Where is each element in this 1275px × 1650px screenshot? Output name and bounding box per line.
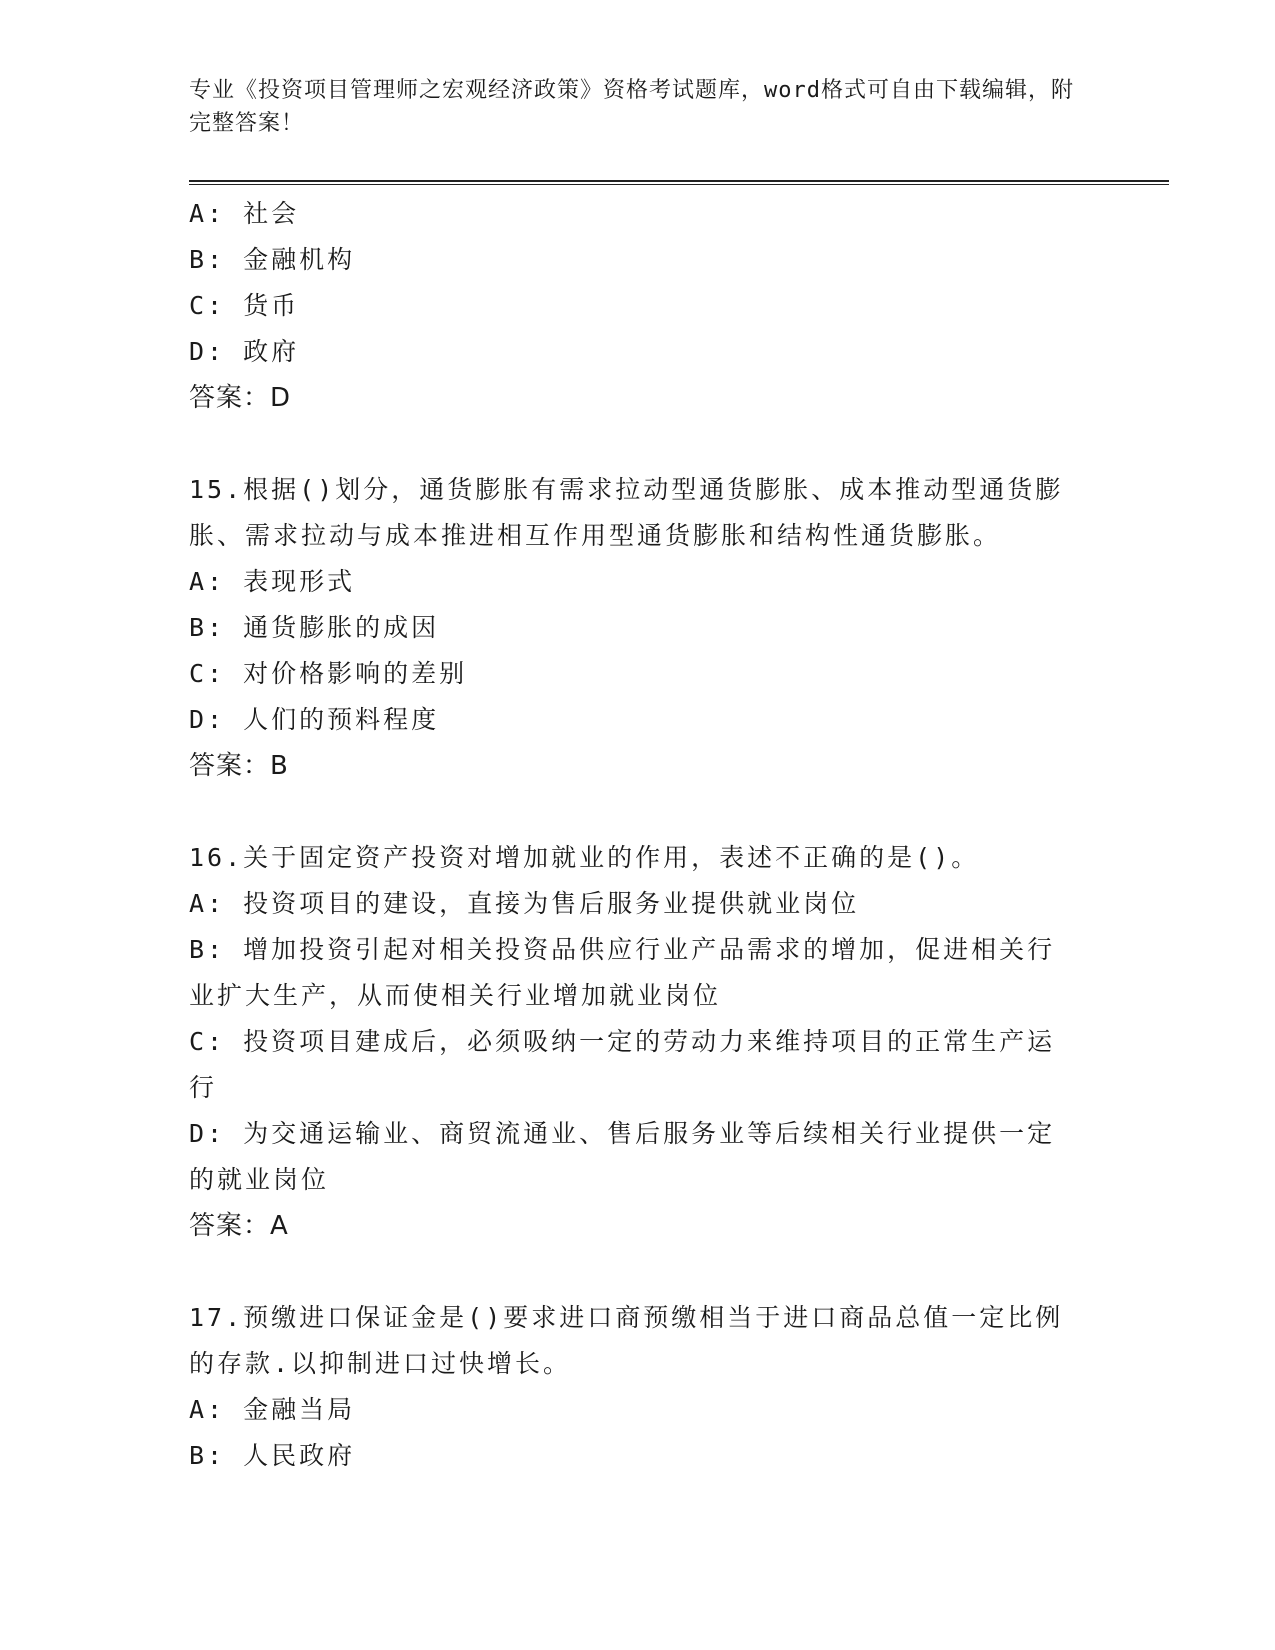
question-stem: 16.关于固定资产投资对增加就业的作用，表述不正确的是()。 [189, 843, 980, 872]
option-a: A: 社会 [189, 199, 300, 228]
question-stem: 17.预缴进口保证金是()要求进口商预缴相当于进口商品总值一定比例 [189, 1303, 1064, 1332]
option-a: A: 金融当局 [189, 1395, 356, 1424]
header-rule-thin [189, 184, 1169, 185]
question-stem-cont: 的存款.以抑制进口过快增长。 [189, 1349, 572, 1378]
option-b: B: 金融机构 [189, 245, 356, 274]
option-a: A: 投资项目的建设，直接为售后服务业提供就业岗位 [189, 889, 860, 918]
option-d-cont: 的就业岗位 [189, 1165, 330, 1194]
document-header: 专业《投资项目管理师之宏观经济政策》资格考试题库，word格式可自由下载编辑，附完整答案！ [189, 78, 1074, 136]
question-15 [189, 467, 1089, 789]
option-b-cont: 业扩大生产，从而使相关行业增加就业岗位 [189, 981, 722, 1010]
question-16 [189, 835, 1089, 1249]
answer: 答案：B [189, 751, 289, 781]
question-17 [189, 1295, 1089, 1479]
option-c: C: 货币 [189, 291, 300, 320]
question-list [189, 191, 1089, 1479]
option-b: B: 人民政府 [189, 1441, 356, 1470]
question-14 [189, 191, 1089, 421]
option-d: D: 为交通运输业、商贸流通业、售后服务业等后续相关行业提供一定 [189, 1119, 1056, 1148]
option-b: B: 通货膨胀的成因 [189, 613, 440, 642]
option-b: B: 增加投资引起对相关投资品供应行业产品需求的增加，促进相关行 [189, 935, 1056, 964]
question-stem: 15.根据()划分，通货膨胀有需求拉动型通货膨胀、成本推动型通货膨 [189, 475, 1064, 504]
option-d: D: 政府 [189, 337, 300, 366]
question-stem-cont: 胀、需求拉动与成本推进相互作用型通货膨胀和结构性通货膨胀。 [189, 521, 1002, 550]
header-rule-thick [189, 180, 1169, 182]
option-d: D: 人们的预料程度 [189, 705, 440, 734]
answer: 答案：D [189, 383, 292, 413]
option-c: C: 投资项目建成后，必须吸纳一定的劳动力来维持项目的正常生产运 [189, 1027, 1056, 1056]
option-c-cont: 行 [189, 1073, 218, 1102]
answer: 答案：A [189, 1211, 289, 1241]
option-c: C: 对价格影响的差别 [189, 659, 468, 688]
option-a: A: 表现形式 [189, 567, 356, 596]
